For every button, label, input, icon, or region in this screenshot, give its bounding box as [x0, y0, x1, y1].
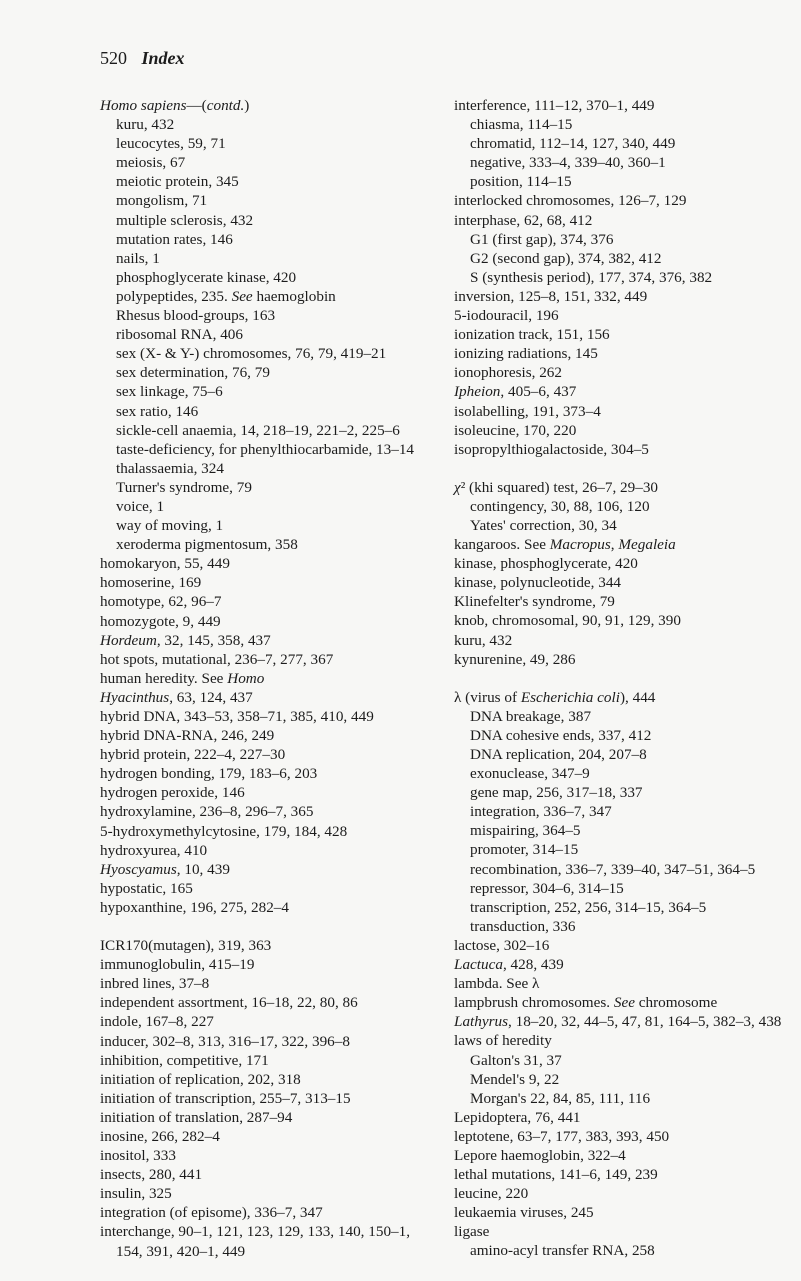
index-entry — [100, 707, 430, 726]
entry-text: hydroxyurea, 410 — [100, 841, 208, 859]
entry-text: human heredity. See — [100, 669, 228, 687]
entry-text: transcription, 252, 256, 314–15, 364–5 — [470, 898, 707, 916]
index-subentry — [100, 172, 430, 191]
index-entry — [454, 631, 784, 650]
index-subentry — [454, 134, 784, 153]
entry-text: mutation rates, 146 — [116, 230, 233, 248]
entry-text: exonuclease, 347–9 — [470, 765, 590, 783]
entry-text: isoleucine, 170, 220 — [454, 421, 577, 439]
index-entry — [454, 554, 784, 573]
index-subentry — [100, 382, 430, 401]
index-entry — [454, 287, 784, 306]
entry-text: —( — [186, 97, 207, 114]
entry-text: Lactuca — [454, 956, 503, 974]
index-subentry — [454, 802, 784, 821]
index-entry — [454, 993, 784, 1012]
index-subentry — [100, 516, 430, 535]
index-subentry — [100, 440, 430, 459]
entry-text: sex determination, 76, 79 — [116, 364, 270, 382]
entry-text: lethal mutations, 141–6, 149, 239 — [454, 1166, 658, 1184]
entry-text: kinase, polynucleotide, 344 — [454, 574, 622, 592]
index-entry — [100, 631, 430, 650]
entry-text: homokaryon, 55, 449 — [100, 555, 230, 573]
entry-text: Hordeum — [100, 631, 157, 649]
entry-text: contingency, 30, 88, 106, 120 — [470, 497, 650, 515]
index-entry — [454, 1165, 784, 1184]
index-subentry — [454, 497, 784, 516]
index-entry — [454, 1184, 784, 1203]
entry-text: Homo — [227, 669, 265, 687]
entry-text: , 32, 145, 358, 437 — [156, 631, 271, 649]
section-gap — [100, 917, 430, 936]
entry-text: See — [613, 994, 635, 1012]
entry-text: DNA replication, 204, 207–8 — [470, 746, 647, 763]
entry-text: haemoglobin — [252, 287, 336, 305]
index-entry — [100, 879, 430, 898]
entry-text: taste-deficiency, for phenylthiocarbamide, 13–14 — [116, 440, 415, 458]
entry-text: meiosis, 67 — [116, 154, 186, 172]
entry-text: isolabelling, 191, 373–4 — [454, 402, 601, 420]
entry-text: integration, 336–7, 347 — [470, 803, 612, 821]
entry-text: ligase — [454, 1223, 490, 1241]
entry-text: gene map, 256, 317–18, 337 — [470, 784, 643, 802]
entry-text: ionization track, 151, 156 — [454, 326, 610, 344]
index-entry — [100, 1032, 430, 1051]
entry-text: polypeptides, 235. — [116, 287, 232, 305]
entry-text: λ (virus of — [454, 688, 521, 706]
index-subentry — [454, 726, 784, 745]
index-subentry — [454, 879, 784, 898]
entry-text: hypostatic, 165 — [100, 879, 193, 897]
index-entry — [454, 688, 784, 707]
entry-text: , 10, 439 — [176, 860, 230, 878]
index-entry — [100, 573, 430, 592]
index-column-right — [454, 96, 784, 1261]
entry-text: lactose, 302–16 — [454, 936, 550, 954]
entry-text: Lepidoptera, 76, 441 — [454, 1108, 581, 1126]
entry-text: Rhesus blood-groups, 163 — [116, 307, 276, 325]
index-entry — [100, 802, 430, 821]
index-subentry — [454, 153, 784, 172]
entry-text: knob, chromosomal, 90, 91, 129, 390 — [454, 612, 681, 630]
entry-text: G1 (first gap), 374, 376 — [470, 230, 614, 248]
entry-text: kuru, 432 — [116, 116, 175, 134]
entry-text: , — [610, 536, 619, 554]
entry-text: thalassaemia, 324 — [116, 459, 224, 477]
entry-text: initiation of transcription, 255–7, 313–15 — [100, 1089, 351, 1107]
index-entry — [100, 783, 430, 802]
entry-text: sex ratio, 146 — [116, 402, 199, 420]
index-subentry — [454, 268, 784, 287]
entry-text: indole, 167–8, 227 — [100, 1013, 214, 1031]
index-entry — [100, 1165, 430, 1184]
entry-text: laws of heredity — [454, 1032, 552, 1050]
index-subentry — [100, 191, 430, 210]
index-subentry — [454, 1089, 784, 1108]
entry-text: phosphoglycerate kinase, 420 — [116, 268, 297, 286]
entry-text: Mendel's 9, 22 — [470, 1070, 560, 1088]
page-number: 520 — [100, 48, 127, 68]
entry-text: isopropylthiogalactoside, 304–5 — [454, 440, 649, 458]
entry-text: G2 (second gap), 374, 382, 412 — [470, 249, 662, 267]
entry-text: inhibition, competitive, 171 — [100, 1051, 269, 1069]
entry-text: meiotic protein, 345 — [116, 173, 239, 191]
entry-text: , 405–6, 437 — [500, 383, 577, 401]
entry-text: leptotene, 63–7, 177, 383, 393, 450 — [454, 1127, 670, 1145]
entry-text: leucine, 220 — [454, 1185, 529, 1203]
index-subentry — [454, 1051, 784, 1070]
entry-text: inducer, 302–8, 313, 316–17, 322, 396–8 — [100, 1032, 350, 1050]
entry-text: DNA cohesive ends, 337, 412 — [470, 726, 652, 744]
index-subentry — [100, 497, 430, 516]
entry-text: insects, 280, 441 — [100, 1166, 203, 1184]
entry-text: Ipheion — [454, 383, 501, 401]
index-subentry — [454, 172, 784, 191]
index-entry — [454, 440, 784, 459]
entry-text: kangaroos. See — [454, 536, 550, 554]
entry-text: sex (X- & Y-) chromosomes, 76, 79, 419–21 — [116, 345, 387, 363]
index-subentry — [100, 230, 430, 249]
index-entry — [100, 1070, 430, 1089]
entry-text: ² (khi squared) test, 26–7, 29–30 — [460, 478, 659, 496]
index-entry — [100, 592, 430, 611]
index-entry — [454, 421, 784, 440]
entry-text: chiasma, 114–15 — [470, 116, 573, 134]
entry-text: inversion, 125–8, 151, 332, 449 — [454, 287, 648, 305]
index-subentry — [454, 516, 784, 535]
index-entry — [100, 993, 430, 1012]
entry-text: interphase, 62, 68, 412 — [454, 211, 593, 229]
index-subentry — [100, 421, 430, 440]
index-entry — [100, 96, 430, 115]
index-subentry — [100, 115, 430, 134]
index-entry — [100, 860, 430, 879]
entry-text: DNA breakage, 387 — [470, 707, 592, 725]
index-entry — [454, 363, 784, 382]
entry-text: initiation of replication, 202, 318 — [100, 1070, 301, 1088]
index-subentry — [454, 115, 784, 134]
entry-text: Morgan's 22, 84, 85, 111, 116 — [470, 1089, 651, 1107]
index-entry — [454, 96, 784, 115]
index-subentry — [454, 840, 784, 859]
entry-text: χ — [454, 478, 461, 496]
index-entry — [100, 554, 430, 573]
index-entry — [454, 974, 784, 993]
entry-text: ribosomal RNA, 406 — [116, 326, 243, 344]
index-subentry — [100, 287, 430, 306]
index-subentry — [100, 268, 430, 287]
entry-text: leucocytes, 59, 71 — [116, 135, 226, 153]
entry-text: sickle-cell anaemia, 14, 218–19, 221–2, 225–6 — [116, 421, 400, 439]
entry-text: voice, 1 — [116, 497, 165, 515]
index-entry — [100, 974, 430, 993]
entry-text: transduction, 336 — [470, 917, 576, 935]
index-subentry — [100, 211, 430, 230]
section-gap — [454, 459, 784, 478]
entry-text: Lepore haemoglobin, 322–4 — [454, 1146, 626, 1164]
index-entry — [100, 1012, 430, 1031]
index-subentry — [100, 325, 430, 344]
entry-text: ionizing radiations, 145 — [454, 345, 598, 363]
index-subentry — [454, 230, 784, 249]
entry-text: hybrid DNA-RNA, 246, 249 — [100, 727, 275, 745]
entry-text: Lathyrus — [454, 1013, 509, 1031]
entry-text: chromosome — [634, 994, 718, 1012]
entry-text: promoter, 314–15 — [470, 841, 579, 859]
entry-text: immunoglobulin, 415–19 — [100, 956, 255, 974]
index-entry — [454, 1012, 784, 1031]
index-entry — [100, 669, 430, 688]
index-entry — [454, 650, 784, 669]
entry-text: nails, 1 — [116, 249, 160, 267]
index-entry — [100, 1051, 430, 1070]
entry-text: Yates' correction, 30, 34 — [470, 516, 617, 534]
index-subentry — [100, 306, 430, 325]
index-entry — [454, 306, 784, 325]
index-entry — [100, 1089, 430, 1108]
index-subentry — [454, 764, 784, 783]
entry-text: ionophoresis, 262 — [454, 364, 562, 382]
entry-text: hydrogen bonding, 179, 183–6, 203 — [100, 765, 318, 783]
page-header — [100, 48, 185, 69]
entry-text: Turner's syndrome, 79 — [116, 478, 252, 496]
index-subentry — [100, 134, 430, 153]
entry-text: position, 114–15 — [470, 173, 572, 191]
index-entry — [100, 1184, 430, 1203]
entry-text: interference, 111–12, 370–1, 449 — [454, 97, 655, 114]
index-entry — [100, 612, 430, 631]
entry-text: Hyoscyamus — [100, 860, 177, 878]
entry-text: kynurenine, 49, 286 — [454, 650, 576, 668]
entry-text: hot spots, mutational, 236–7, 277, 367 — [100, 650, 334, 668]
entry-text: inositol, 333 — [100, 1147, 176, 1165]
index-entry — [454, 936, 784, 955]
entry-text: Macropus — [549, 536, 611, 554]
index-subentry — [100, 344, 430, 363]
index-entry — [100, 650, 430, 669]
entry-text: hydrogen peroxide, 146 — [100, 784, 245, 802]
entry-text: way of moving, 1 — [116, 517, 224, 535]
index-subentry — [454, 745, 784, 764]
entry-text: ), 444 — [619, 688, 656, 706]
entry-text: kuru, 432 — [454, 631, 513, 649]
index-subentry — [100, 459, 430, 478]
entry-text: sex linkage, 75–6 — [116, 383, 223, 401]
index-entry — [100, 841, 430, 860]
entry-text: insulin, 325 — [100, 1185, 172, 1203]
index-column-left — [100, 96, 430, 1261]
index-subentry — [100, 402, 430, 421]
index-entry — [100, 745, 430, 764]
index-entry — [454, 955, 784, 974]
index-entry — [100, 822, 430, 841]
index-subentry — [100, 478, 430, 497]
index-entry — [454, 191, 784, 210]
entry-text: xeroderma pigmentosum, 358 — [116, 536, 298, 554]
entry-text: ICR170(mutagen), 319, 363 — [100, 937, 272, 955]
entry-text: mispairing, 364–5 — [470, 822, 581, 840]
entry-text: repressor, 304–6, 314–15 — [470, 879, 624, 897]
entry-text: multiple sclerosis, 432 — [116, 211, 254, 229]
index-entry — [100, 1146, 430, 1165]
index-subentry — [454, 1241, 784, 1260]
entry-text: interlocked chromosomes, 126–7, 129 — [454, 192, 687, 210]
index-entry — [454, 325, 784, 344]
entry-text: Hyacinthus — [100, 688, 170, 706]
entry-text: homozygote, 9, 449 — [100, 612, 221, 630]
entry-text: 5-hydroxymethylcytosine, 179, 184, 428 — [100, 822, 348, 840]
index-subentry — [454, 249, 784, 268]
entry-text: chromatid, 112–14, 127, 340, 449 — [470, 135, 676, 153]
index-subentry — [454, 917, 784, 936]
entry-text: contd. — [206, 97, 245, 114]
index-entry — [454, 211, 784, 230]
index-entry — [100, 688, 430, 707]
entry-text: initiation of translation, 287–94 — [100, 1108, 293, 1126]
entry-text: Megaleia — [618, 536, 676, 554]
index-entry — [454, 573, 784, 592]
entry-text: lambda. See λ — [454, 975, 540, 993]
entry-text: amino-acyl transfer RNA, 258 — [470, 1242, 655, 1260]
entry-text: hybrid DNA, 343–53, 358–71, 385, 410, 449 — [100, 708, 374, 725]
entry-text: hypoxanthine, 196, 275, 282–4 — [100, 898, 289, 916]
index-subentry — [100, 535, 430, 554]
entry-text: inosine, 266, 282–4 — [100, 1127, 220, 1145]
index-entry — [454, 1146, 784, 1165]
index-entry — [454, 382, 784, 401]
index-entry — [100, 936, 430, 955]
index-entry — [100, 955, 430, 974]
index-entry — [454, 478, 784, 497]
entry-text: inbred lines, 37–8 — [100, 975, 210, 993]
index-entry — [100, 1108, 430, 1127]
index-entry — [100, 1127, 430, 1146]
entry-text: negative, 333–4, 339–40, 360–1 — [470, 154, 666, 172]
index-entry — [454, 1031, 784, 1050]
entry-text: Klinefelter's syndrome, 79 — [454, 593, 615, 611]
index-entry — [454, 1108, 784, 1127]
entry-text: S (synthesis period), 177, 374, 376, 382 — [470, 268, 713, 286]
entry-text: Homo sapiens — [100, 97, 187, 114]
index-entry — [454, 344, 784, 363]
entry-text: 5-iodouracil, 196 — [454, 307, 559, 325]
entry-text: homoserine, 169 — [100, 574, 202, 592]
index-entry — [454, 1127, 784, 1146]
section-gap — [454, 669, 784, 688]
index-subentry — [454, 707, 784, 726]
entry-text: independent assortment, 16–18, 22, 80, 86 — [100, 994, 358, 1012]
entry-text: Galton's 31, 37 — [470, 1051, 562, 1069]
index-entry — [454, 535, 784, 554]
entry-text: interchange, 90–1, 121, 123, 129, 133, 140, 150–1, 154, 391, 420–1, 449 — [100, 1223, 411, 1260]
index-subentry — [454, 821, 784, 840]
index-entry — [454, 402, 784, 421]
entry-text: , 63, 124, 437 — [169, 688, 253, 706]
entry-text: hydroxylamine, 236–8, 296–7, 365 — [100, 803, 314, 821]
page-title: Index — [141, 48, 185, 68]
entry-text: , 428, 439 — [502, 956, 564, 974]
entry-text: kinase, phosphoglycerate, 420 — [454, 555, 638, 573]
index-entry — [100, 898, 430, 917]
index-entry — [454, 611, 784, 630]
index-subentry — [454, 1070, 784, 1089]
index-subentry — [454, 898, 784, 917]
index-entry — [454, 592, 784, 611]
entry-text: , 18–20, 32, 44–5, 47, 81, 164–5, 382–3, 438 — [508, 1013, 782, 1031]
index-subentry — [100, 363, 430, 382]
index-entry — [100, 726, 430, 745]
entry-text: homotype, 62, 96–7 — [100, 593, 222, 611]
index-subentry — [100, 249, 430, 268]
index-entry — [100, 764, 430, 783]
entry-text: recombination, 336–7, 339–40, 347–51, 364–5 — [470, 860, 756, 878]
index-subentry — [100, 153, 430, 172]
entry-text: hybrid protein, 222–4, 227–30 — [100, 746, 286, 764]
entry-text: integration (of episome), 336–7, 347 — [100, 1204, 323, 1222]
index-entry — [454, 1222, 784, 1241]
index-entry — [454, 1203, 784, 1222]
index-entry — [100, 1222, 430, 1260]
entry-text: Escherichia coli — [520, 688, 620, 706]
entry-text: leukaemia viruses, 245 — [454, 1204, 594, 1222]
entry-text: ) — [244, 97, 250, 114]
entry-text: mongolism, 71 — [116, 192, 208, 210]
entry-text: See — [231, 287, 253, 305]
entry-text: lampbrush chromosomes. — [454, 994, 614, 1012]
index-subentry — [454, 783, 784, 802]
index-subentry — [454, 860, 784, 879]
index-entry — [100, 1203, 430, 1222]
